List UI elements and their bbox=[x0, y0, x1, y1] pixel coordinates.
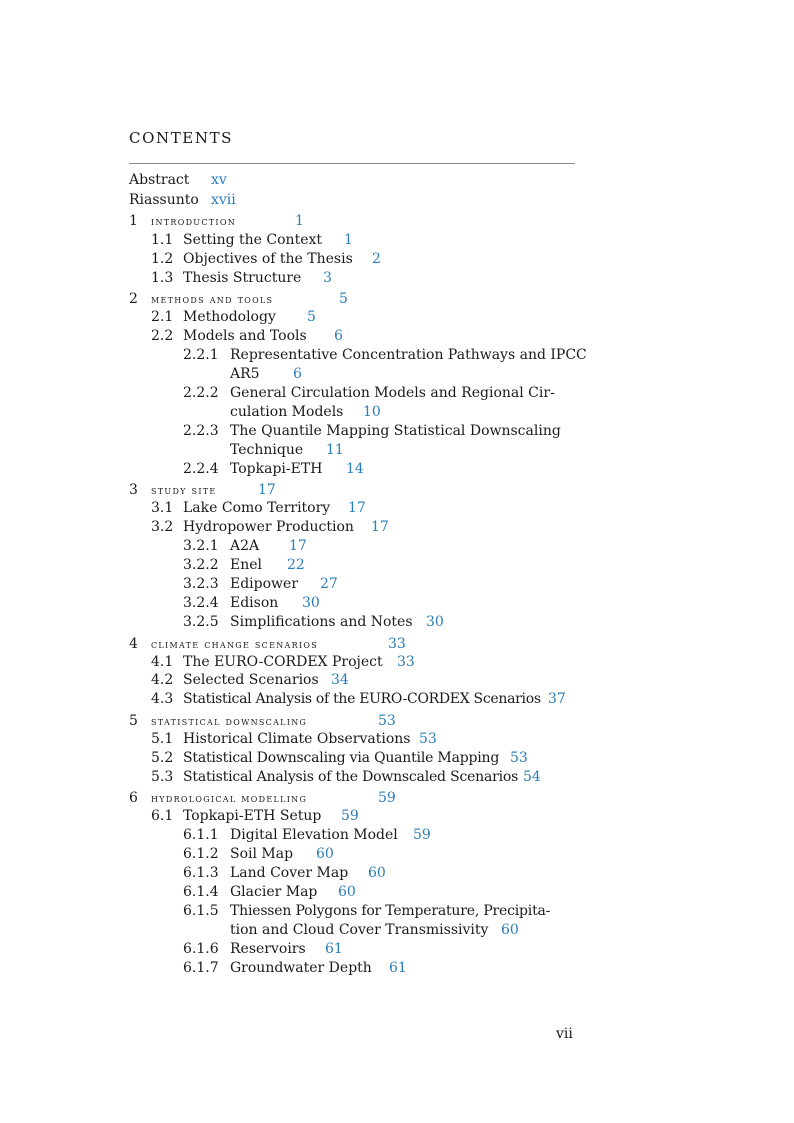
subsection-title: Topkapi-ETH bbox=[230, 461, 323, 477]
section-number: 4.2 bbox=[151, 672, 174, 688]
toc-page-link[interactable]: xvii bbox=[211, 192, 236, 208]
section-title: The EURO-CORDEX Project bbox=[183, 654, 383, 670]
toc-page-link[interactable]: 27 bbox=[320, 576, 338, 592]
toc-page-link[interactable]: 61 bbox=[325, 941, 343, 957]
toc-page-link[interactable]: 33 bbox=[388, 636, 406, 652]
toc-page-link[interactable]: 3 bbox=[323, 270, 332, 286]
chapter-number: 5 bbox=[129, 713, 138, 729]
section-title: Thesis Structure bbox=[183, 270, 302, 286]
toc-page-link[interactable]: 17 bbox=[348, 500, 366, 516]
chapter-title: climate change scenarios bbox=[151, 638, 319, 651]
toc-entry-title: Riassunto bbox=[129, 192, 199, 208]
toc-page-link[interactable]: 5 bbox=[307, 309, 316, 325]
subsection-number: 2.2.1 bbox=[183, 347, 219, 363]
subsection-title-continued: Technique bbox=[230, 442, 304, 458]
subsection-number: 6.1.6 bbox=[183, 941, 219, 957]
toc-page-link[interactable]: 17 bbox=[371, 519, 389, 535]
subsection-title: Simplifications and Notes bbox=[230, 614, 413, 630]
section-number: 1.2 bbox=[151, 251, 174, 267]
subsection-title: A2A bbox=[230, 538, 260, 554]
section-number: 5.1 bbox=[151, 731, 174, 747]
toc-page-link[interactable]: 10 bbox=[363, 404, 381, 420]
subsection-title: Edipower bbox=[230, 576, 299, 592]
subsection-title: General Circulation Models and Regional Cir- bbox=[230, 385, 555, 401]
section-number: 2.2 bbox=[151, 328, 174, 344]
chapter-number: 3 bbox=[129, 482, 138, 498]
toc-page-link[interactable]: 17 bbox=[289, 538, 307, 554]
subsection-title: Thiessen Polygons for Temperature, Precipita- bbox=[230, 903, 551, 919]
section-title: Setting the Context bbox=[183, 232, 323, 248]
toc-page-link[interactable]: 11 bbox=[326, 442, 344, 458]
subsection-title: Soil Map bbox=[230, 846, 294, 862]
subsection-number: 3.2.1 bbox=[183, 538, 219, 554]
toc-page-link[interactable]: xv bbox=[211, 172, 227, 188]
toc-page-link[interactable]: 60 bbox=[368, 865, 386, 881]
section-number: 4.1 bbox=[151, 654, 174, 670]
page-title: CONTENTS bbox=[129, 129, 234, 147]
toc-page-link[interactable]: 14 bbox=[346, 461, 364, 477]
subsection-number: 6.1.4 bbox=[183, 884, 219, 900]
toc-page-link[interactable]: 17 bbox=[258, 482, 276, 498]
toc-page-link[interactable]: 6 bbox=[334, 328, 343, 344]
subsection-number: 6.1.3 bbox=[183, 865, 219, 881]
section-title: Statistical Analysis of the Downscaled Scenarios bbox=[183, 769, 519, 785]
section-title: Objectives of the Thesis bbox=[183, 251, 353, 267]
section-number: 6.1 bbox=[151, 808, 174, 824]
toc-page-link[interactable]: 59 bbox=[341, 808, 359, 824]
subsection-number: 2.2.2 bbox=[183, 385, 219, 401]
toc-page-link[interactable]: 54 bbox=[523, 769, 541, 785]
chapter-title: methods and tools bbox=[151, 293, 274, 306]
subsection-title: Enel bbox=[230, 557, 262, 573]
chapter-title: hydrological modelling bbox=[151, 792, 308, 805]
toc-page-link[interactable]: 59 bbox=[378, 790, 396, 806]
subsection-number: 3.2.3 bbox=[183, 576, 219, 592]
subsection-title: Digital Elevation Model bbox=[230, 827, 398, 843]
toc-page-link[interactable]: 59 bbox=[413, 827, 431, 843]
section-title: Topkapi-ETH Setup bbox=[183, 808, 322, 824]
section-title: Hydropower Production bbox=[183, 519, 354, 535]
toc-page-link[interactable]: 37 bbox=[548, 691, 566, 707]
subsection-number: 6.1.1 bbox=[183, 827, 219, 843]
chapter-number: 1 bbox=[129, 213, 138, 229]
subsection-title: Edison bbox=[230, 595, 279, 611]
toc-page-link[interactable]: 34 bbox=[331, 672, 349, 688]
toc-page-link[interactable]: 30 bbox=[302, 595, 320, 611]
toc-page-link[interactable]: 60 bbox=[501, 922, 519, 938]
chapter-title: statistical downscaling bbox=[151, 715, 308, 728]
toc-page-link[interactable]: 53 bbox=[378, 713, 396, 729]
toc-page-link[interactable]: 53 bbox=[419, 731, 437, 747]
subsection-title: Groundwater Depth bbox=[230, 960, 372, 976]
subsection-number: 3.2.2 bbox=[183, 557, 219, 573]
subsection-number: 6.1.7 bbox=[183, 960, 219, 976]
toc-page-link[interactable]: 1 bbox=[295, 213, 304, 229]
toc-page-link[interactable]: 5 bbox=[339, 291, 348, 307]
section-number: 1.1 bbox=[151, 232, 174, 248]
chapter-number: 4 bbox=[129, 636, 138, 652]
section-number: 5.2 bbox=[151, 750, 174, 766]
subsection-number: 6.1.2 bbox=[183, 846, 219, 862]
subsection-title: Reservoirs bbox=[230, 941, 306, 957]
section-number: 3.2 bbox=[151, 519, 174, 535]
section-number: 3.1 bbox=[151, 500, 174, 516]
section-number: 5.3 bbox=[151, 769, 174, 785]
section-title: Methodology bbox=[183, 309, 276, 325]
subsection-title-continued: AR5 bbox=[230, 366, 260, 382]
subsection-number: 6.1.5 bbox=[183, 903, 219, 919]
subsection-title: Representative Concentration Pathways and IPCC bbox=[230, 347, 587, 363]
subsection-title: Land Cover Map bbox=[230, 865, 349, 881]
toc-page-link[interactable]: 6 bbox=[293, 366, 302, 382]
subsection-number: 3.2.5 bbox=[183, 614, 219, 630]
subsection-title-continued: culation Models bbox=[230, 404, 344, 420]
toc-page-link[interactable]: 2 bbox=[372, 251, 381, 267]
toc-page-link[interactable]: 60 bbox=[316, 846, 334, 862]
chapter-title: introduction bbox=[151, 215, 237, 228]
chapter-number: 2 bbox=[129, 291, 138, 307]
section-number: 2.1 bbox=[151, 309, 174, 325]
section-title: Lake Como Territory bbox=[183, 500, 331, 516]
section-title: Statistical Downscaling via Quantile Mapping bbox=[183, 750, 500, 766]
section-title: Models and Tools bbox=[183, 328, 307, 344]
section-title: Selected Scenarios bbox=[183, 672, 319, 688]
page-number: vii bbox=[556, 1026, 573, 1042]
toc-page-link[interactable]: 53 bbox=[510, 750, 528, 766]
chapter-number: 6 bbox=[129, 790, 138, 806]
toc-page-link[interactable]: 22 bbox=[287, 557, 305, 573]
subsection-number: 2.2.3 bbox=[183, 423, 219, 439]
toc-page-link[interactable]: 60 bbox=[338, 884, 356, 900]
section-number: 1.3 bbox=[151, 270, 174, 286]
toc-page-link[interactable]: 30 bbox=[426, 614, 444, 630]
section-title: Historical Climate Observations bbox=[183, 731, 411, 747]
subsection-title: Glacier Map bbox=[230, 884, 318, 900]
section-number: 4.3 bbox=[151, 691, 174, 707]
toc-page-link[interactable]: 1 bbox=[344, 232, 353, 248]
subsection-number: 3.2.4 bbox=[183, 595, 219, 611]
subsection-title: The Quantile Mapping Statistical Downscaling bbox=[230, 423, 561, 439]
subsection-number: 2.2.4 bbox=[183, 461, 219, 477]
subsection-title-continued: tion and Cloud Cover Transmissivity bbox=[230, 922, 489, 938]
toc-page-link[interactable]: 33 bbox=[397, 654, 415, 670]
chapter-title: study site bbox=[151, 484, 217, 497]
toc-page-link[interactable]: 61 bbox=[389, 960, 407, 976]
section-title: Statistical Analysis of the EURO-CORDEX Scenarios bbox=[183, 691, 541, 707]
toc-entry-title: Abstract bbox=[129, 172, 190, 188]
